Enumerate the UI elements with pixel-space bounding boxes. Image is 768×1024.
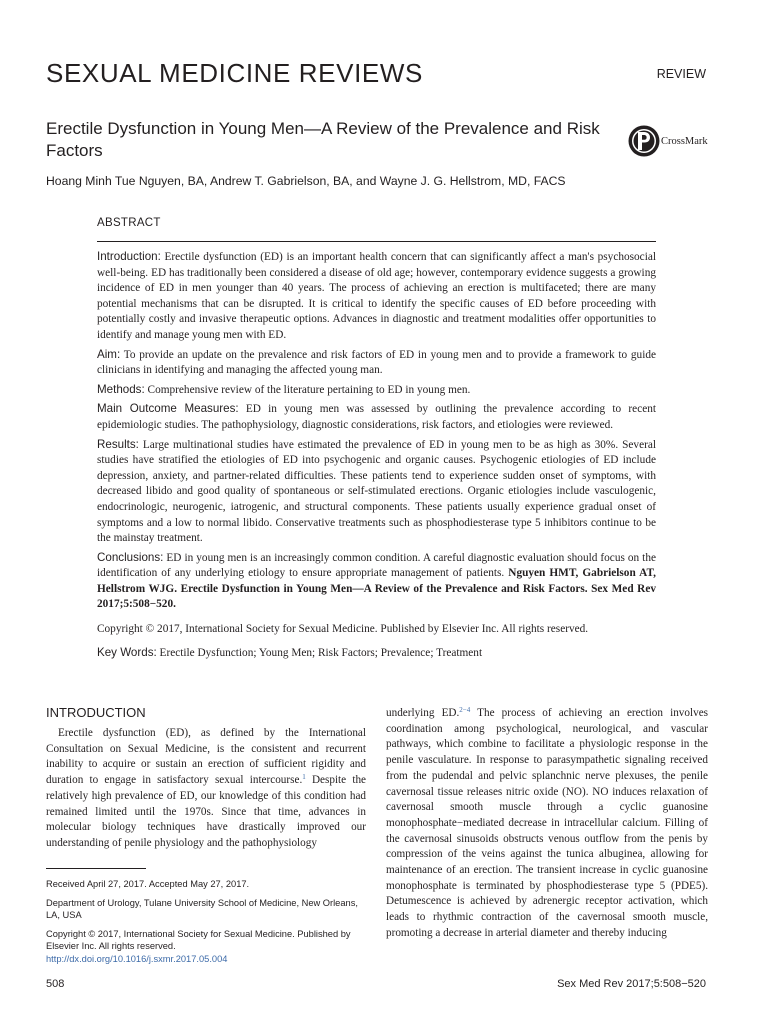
methods-text: Comprehensive review of the literature pertaining to ED in young men. (147, 383, 471, 396)
article-title: Erectile Dysfunction in Young Men—A Review of the Prevalence and Risk Factors (46, 119, 600, 160)
running-footer: Sex Med Rev 2017;5:508−520 (557, 978, 706, 990)
aim-text: To provide an update on the prevalence and risk factors of ED in young men and to provide a framework to guide clinicians in identifying and managing the affected young man. (97, 348, 656, 377)
abstract-body (97, 249, 656, 664)
results-text: Large multinational studies have estimated the prevalence of ED in young men to be as high as 30%. Several studies have stratified the etiologies of ED into psychogenic and organic causes. Psychogenic etiologies of ED include depression, anxiety, and partner-related difficulties. These patients tend to experience sudden onset of symptoms, with decreased libido and good quality of spontaneous or self-stimulated erections. Organic etiologies include vasculogenic, endocrinologic, neurogenic, iatrogenic, and structural components. These patients usually experience gradual onset of symptoms and a low to normal libido. Conservative treatments such as phosphodiesterase type 5 inhibitors continue to be the mainstay treatment. (97, 438, 656, 545)
body-right-text-a: underlying ED. (386, 707, 460, 719)
journal-title: SEXUAL MEDICINE REVIEWS (46, 58, 423, 88)
methods-label: Methods: (97, 382, 145, 396)
introduction-label: Introduction: (97, 250, 161, 263)
conclusions-text: ED in young men is an increasingly common condition. A careful diagnostic evaluation should focus on the identification of any underlying etiology to ensure appropriate management of patients. (97, 551, 656, 580)
author-list: Hoang Minh Tue Nguyen, BA, Andrew T. Gabrielson, BA, and Wayne J. G. Hellstrom, MD, FACS (46, 174, 566, 188)
abstract-heading: ABSTRACT (97, 217, 161, 229)
keywords-text: Erectile Dysfunction; Young Men; Risk Factors; Prevalence; Treatment (159, 646, 483, 659)
crossmark-badge[interactable] (628, 125, 718, 159)
keywords-label: Key Words: (97, 645, 157, 659)
footnote-divider (46, 868, 146, 869)
received-date: Received April 27, 2017. Accepted May 27, 2017. (46, 879, 250, 889)
outcome-label: Main Outcome Measures: (97, 402, 239, 416)
abstract-keywords (97, 645, 656, 662)
abstract-conclusions (97, 550, 656, 613)
body-right-text-b: The process of achieving an erection involves coordination among psychological, neurological, and vascular pathways, which combine to facilitate a physiologic response in the penile vasculature. In response to parasympathetic signaling received from the pudendal and pelvic splanchnic nerve plexuses, the penile cavernosal tissue releases nitric oxide (NO). NO induces relaxation of cavernosal smooth muscle through a cyclic guanosine monophosphate−mediated decrease in intracellular calcium. Filling of the cavernosal sinusoids obstructs venous outflow from the penis by compression of the veins against the tunica albuginea, allowing for maintenance of an erection. The transient increase in cyclic guanosine monophosphate is terminated by phosphodiesterase type 5 (PDE5). Detumescence is achieved by adrenergic receptor activation, which leads to rhythmic contraction of the cavernosal smooth muscle, promoting a decrease in arterial diameter and thereby inducing (386, 707, 709, 939)
footnotes (46, 878, 368, 972)
abstract-aim (97, 347, 656, 379)
affiliation: Department of Urology, Tulane University School of Medicine, New Orleans, LA, USA (46, 897, 358, 921)
page-number: 508 (46, 978, 65, 990)
body-column-right (386, 706, 708, 942)
reference-link[interactable]: 2−4 (459, 706, 471, 714)
footnote-copyright-text: Copyright © 2017, International Society for Sexual Medicine. Published by Elsevier Inc. All rights reserved. (46, 928, 351, 952)
body-column-left (46, 726, 366, 852)
abstract-introduction (97, 249, 656, 344)
abstract-results (97, 437, 656, 547)
citation-text: Nguyen HMT, Gabrielson AT, Hellstrom WJG. Erectile Dysfunction in Young Men—A Review of the Prevalence and Risk Factors. Sex Med Rev 2017;5:508−520. (97, 567, 657, 611)
introduction-heading: INTRODUCTION (46, 705, 146, 720)
crossmark-icon (628, 125, 660, 157)
results-label: Results: (97, 437, 139, 451)
abstract-copyright: Copyright © 2017, International Society for Sexual Medicine. Published by Elsevier Inc. All rights reserved. (97, 623, 589, 636)
body-left-text-b: Despite the relatively high prevalence of ED, our knowledge of this condition had remained limited until the 1970s. Since that time, advances in molecular biology techniques have drastically improved our understanding of penile physiology and the pathophysiology (46, 774, 367, 849)
body-left-text-a: Erectile dysfunction (ED), as defined by the International Consultation on Sexual Medicine, is the consistent and recurrent inability to acquire or sustain an erection of sufficient rigidity and duration to engage in satisfactory sexual intercourse. (46, 727, 366, 787)
introduction-text: Erectile dysfunction (ED) is an important health concern that can significantly affect a man's psychosocial well-being. ED has traditionally been considered a disease of old age; however, contemporary evidence suggests a growing incidence of ED in men younger than 40 years. The process of achieving an erection is multifaceted; there are many potential mechanisms that can be disrupted. It is critical to identify the specific causes of ED before proceeding with potentially costly and invasive therapeutic options. Advances in diagnostic and treatment modalities offer opportunities to identify and manage young men with ED. (97, 251, 656, 341)
section-label: REVIEW (656, 67, 706, 81)
abstract-outcome (97, 401, 656, 433)
conclusions-label: Conclusions: (97, 550, 164, 564)
doi-link[interactable]: http://dx.doi.org/10.1016/j.sxmr.2017.05.004 (46, 953, 228, 964)
outcome-text: ED in young men was assessed by outlining the prevalence according to recent epidemiologic studies. The pathophysiology, diagnostic considerations, risk factors, and etiologies were reviewed. (97, 403, 657, 431)
reference-link[interactable]: 1 (302, 773, 306, 782)
footnote-copyright (46, 928, 368, 966)
crossmark-label: CrossMark (661, 136, 708, 147)
abstract-methods (97, 382, 656, 399)
abstract-divider (97, 241, 656, 242)
aim-label: Aim: (97, 347, 121, 361)
